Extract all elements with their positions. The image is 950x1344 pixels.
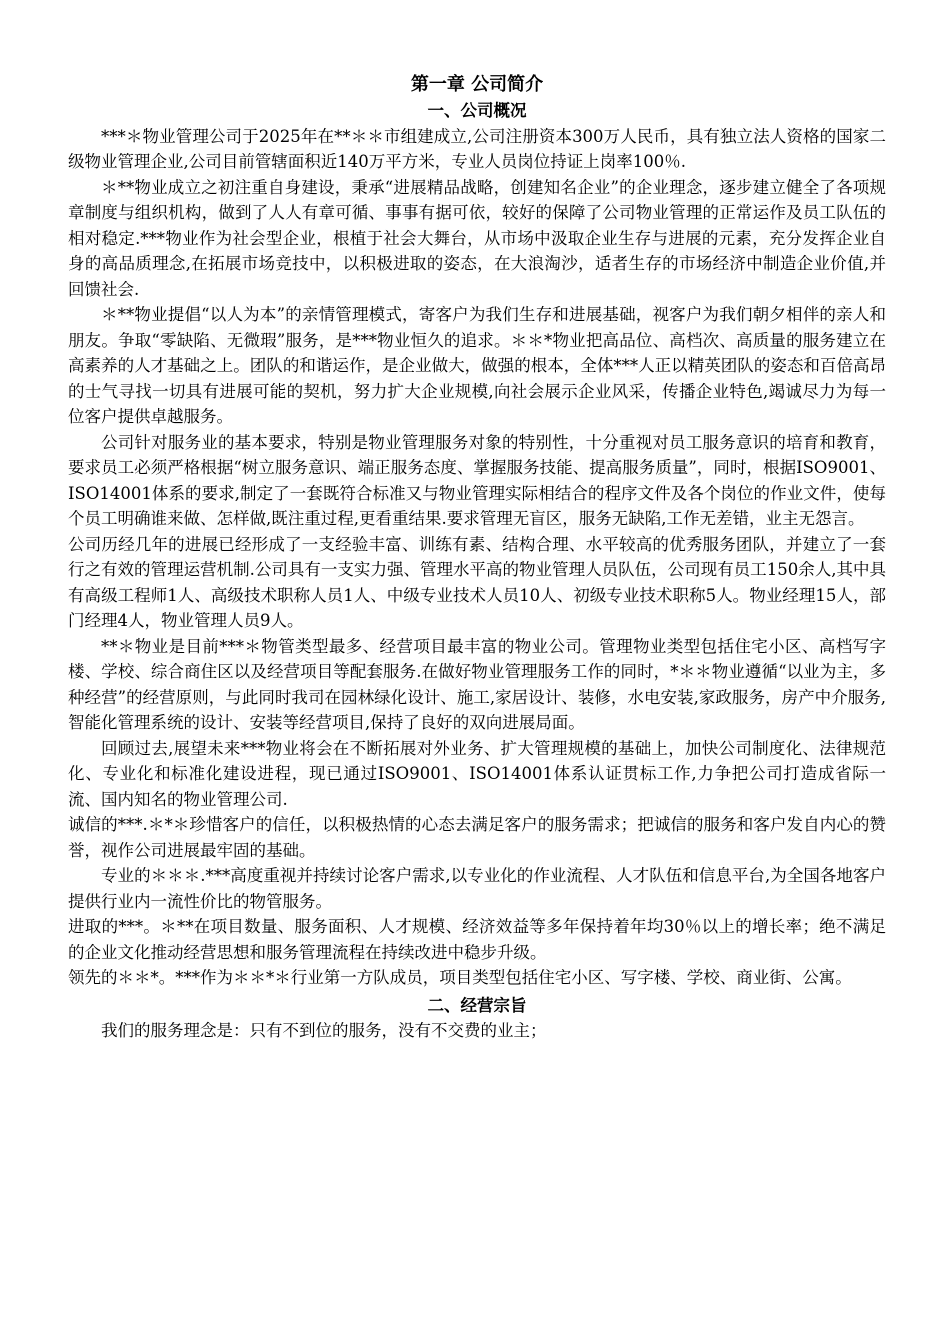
paragraph-management-model: ＊**物业提倡“以人为本”的亲情管理模式，寄客户为我们生存和进展基础，视客户为我们朝夕相伴的亲人和朋友。争取“零缺陷、无微瑕”服务，是***物业恒久的追求。＊＊*物业把高品位、高档次、高质量的服务建立在高素养的人才基础之上。团队的和谐运作，是企业做大，做强的根本，全体***人正以精英团队的姿态和百倍高昂的士气寻找一切具有进展可能的契机，努力扩大企业规模,向社会展示企业风采，传播企业特色,竭诚尽力为每一位客户提供卓越服务。: [68, 305, 886, 426]
paragraph-progressive: 进取的***。＊**在项目数量、服务面积、人才规模、经济效益等多年保持着年均30％以上的增长率；绝不满足的企业文化推动经营思想和服务管理流程在持续改进中稳步升级。: [68, 917, 886, 962]
paragraph-service-philosophy: 我们的服务理念是：只有不到位的服务，没有不交费的业主；: [101, 1021, 547, 1040]
document-page: [68, 72, 886, 1044]
paragraph-team-composition: 公司历经几年的进展已经形成了一支经验丰富、训练有素、结构合理、水平较高的优秀服务团队，并建立了一套行之有效的管理运营机制.公司具有一支实力强、管理水平高的物业管理人员队伍，公司现有员工150余人,其中具有高级工程师1人、高级技术职称人员1人、中级专业技术人员10人、初级专业技术职称5人。物业经理15人，部门经理4人，物业管理人员9人。: [68, 534, 886, 630]
paragraph-professional: 专业的＊＊＊.***高度重视并持续讨论客户需求,以专业化的作业流程、人才队伍和信息平台,为全国各地客户提供行业内一流性价比的物管服务。: [68, 866, 886, 911]
paragraph-leading: 领先的＊＊*。***作为＊＊*＊行业第一方队成员，项目类型包括住宅小区、写字楼、学校、商业街、公寓。: [68, 968, 852, 987]
paragraph-company-founding: ***＊物业管理公司于2025年在**＊＊市组建成立,公司注册资本300万人民币，具有独立法人资格的国家二级物业管理企业,公司目前管辖面积近140万平方米，专业人员岗位持证上岗率100％.: [68, 126, 886, 171]
paragraph-service-requirements: 公司针对服务业的基本要求，特别是物业管理服务对象的特别性，十分重视对员工服务意识的培育和教育，要求员工必须严格根据“树立服务意识、端正服务态度、掌握服务技能、提高服务质量”，同时，根据ISO9001、 ISO14001体系的要求,制定了一套既符合标准又与物业管理实际相结合的程序文件及各个岗位的作业文件，使每个员工明确谁来做、怎样做,既注重过程,更看重结果.要求管理无盲区，服务无缺陷,工作无差错，业主无怨言。: [68, 432, 886, 528]
paragraph-integrity: 诚信的***.＊*＊珍惜客户的信任，以积极热情的心态去满足客户的服务需求；把诚信的服务和客户发自内心的赞誉，视作公司进展最牢固的基础。: [68, 815, 886, 860]
section-title-overview: 一、公司概况: [427, 101, 527, 120]
section-title-business-purpose: 二、经营宗旨: [427, 995, 527, 1015]
paragraph-business-scope: **＊物业是目前***＊物管类型最多、经营项目最丰富的物业公司。管理物业类型包括住宅小区、高档写字楼、学校、综合商住区以及经营项目等配套服务.在做好物业管理服务工作的同时，*＊＊物业遵循“以业为主，多种经营”的经营原则，与此同时我司在园林绿化设计、施工,家居设计、装修，水电安装,家政服务，房产中介服务,智能化管理系统的设计、安装等经营项目,保持了良好的双向进展局面。: [68, 636, 886, 732]
paragraph-early-development: ＊**物业成立之初注重自身建设，秉承“进展精品战略，创建知名企业”的企业理念，逐步建立健全了各项规章制度与组织机构，做到了人人有章可循、事事有据可依，较好的保障了公司物业管理的正常运作及员工队伍的相对稳定.***物业作为社会型企业，根植于社会大舞台，从市场中汲取企业生存与进展的元素，充分发挥企业自身的高品质理念,在拓展市场竞技中，以积极进取的姿态，在大浪淘沙，适者生存的市场经济中制造企业价值,并回馈社会.: [68, 177, 886, 299]
paragraph-future-outlook: 回顾过去,展望未来***物业将会在不断拓展对外业务、扩大管理规模的基础上，加快公司制度化、法律规范化、专业化和标准化建设进程，现已通过ISO9001、ISO14001体系认证贯标工作,力争把公司打造成省际一流、国内知名的物业管理公司.: [68, 738, 886, 809]
chapter-title: 第一章 公司简介: [410, 74, 544, 95]
